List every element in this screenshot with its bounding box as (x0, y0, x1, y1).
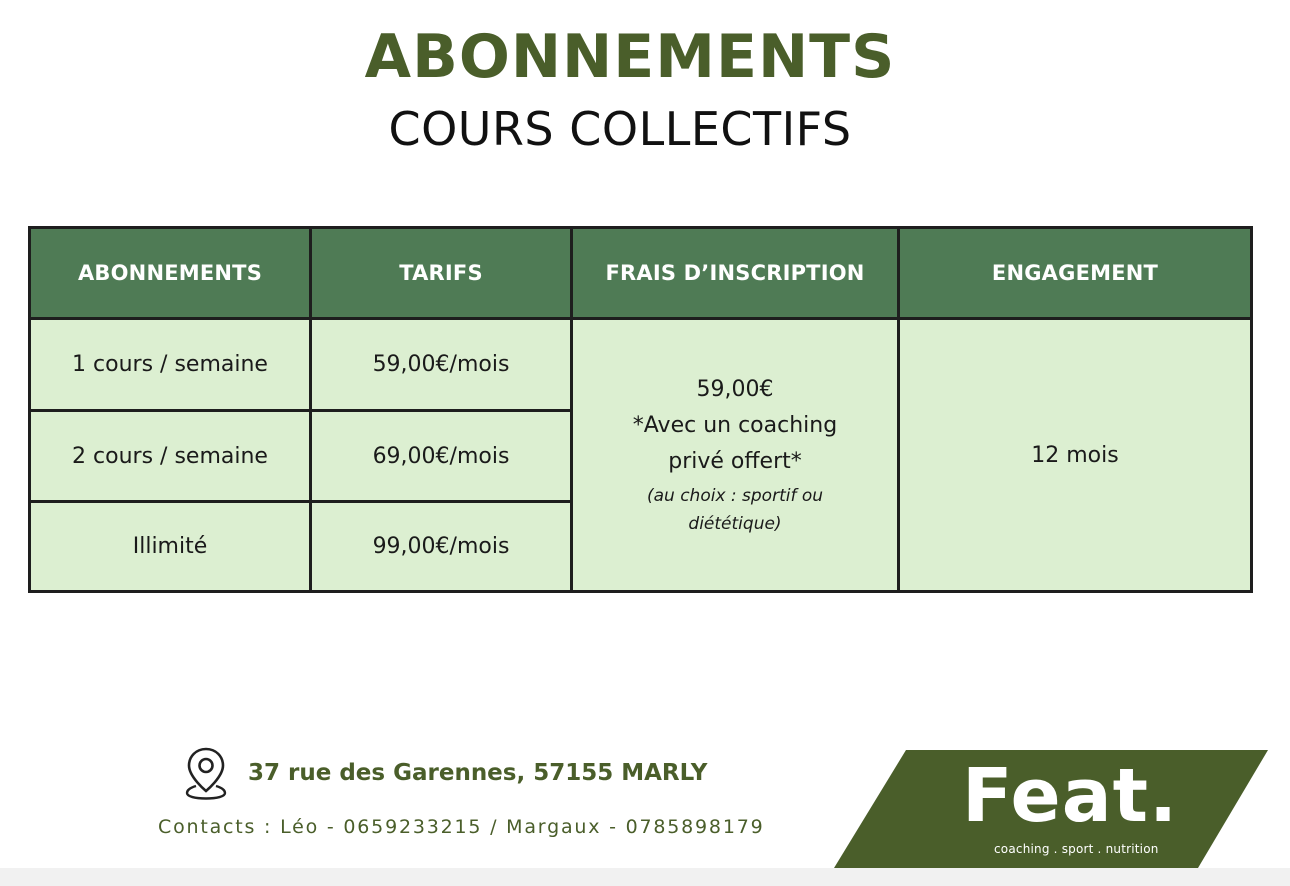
feat-logo (832, 748, 1270, 868)
frais-offer-line2: privé offert* (668, 449, 802, 474)
header-abonnements: ABONNEMENTS (30, 228, 311, 319)
location-pin-icon (184, 746, 228, 800)
engagement-cell: 12 mois (899, 319, 1252, 592)
header-tarifs: TARIFS (311, 228, 572, 319)
contacts-text: Contacts : Léo - 0659233215 / Margaux - 0785898179 (158, 816, 765, 838)
abonnement-cell: 2 cours / semaine (30, 411, 311, 502)
bottom-strip (0, 868, 1290, 886)
table-header-row (30, 228, 1252, 319)
abonnement-cell: Illimité (30, 502, 311, 592)
table-row (30, 319, 1252, 411)
logo-tagline: coaching . sport . nutrition (994, 842, 1159, 856)
address-block (184, 745, 707, 801)
address-text: 37 rue des Garennes, 57155 MARLY (248, 760, 708, 786)
logo-wordmark: Feat. (962, 753, 1179, 839)
tarif-cell: 69,00€/mois (311, 411, 572, 502)
frais-price: 59,00€ (696, 377, 774, 402)
header-engagement: ENGAGEMENT (899, 228, 1252, 319)
page-subtitle: COURS COLLECTIFS (388, 102, 852, 156)
frais-cell (572, 319, 899, 592)
frais-note-line1: (au choix : sportif ou (646, 486, 824, 506)
frais-note-line2: diététique) (688, 514, 782, 534)
tarif-cell: 59,00€/mois (311, 319, 572, 411)
tarif-cell: 99,00€/mois (311, 502, 572, 592)
header-frais-inscription: FRAIS D’INSCRIPTION (572, 228, 899, 319)
pricing-table (28, 226, 1253, 593)
frais-offer-line1: *Avec un coaching (632, 413, 838, 438)
abonnement-cell: 1 cours / semaine (30, 319, 311, 411)
page-title: ABONNEMENTS (364, 22, 896, 92)
